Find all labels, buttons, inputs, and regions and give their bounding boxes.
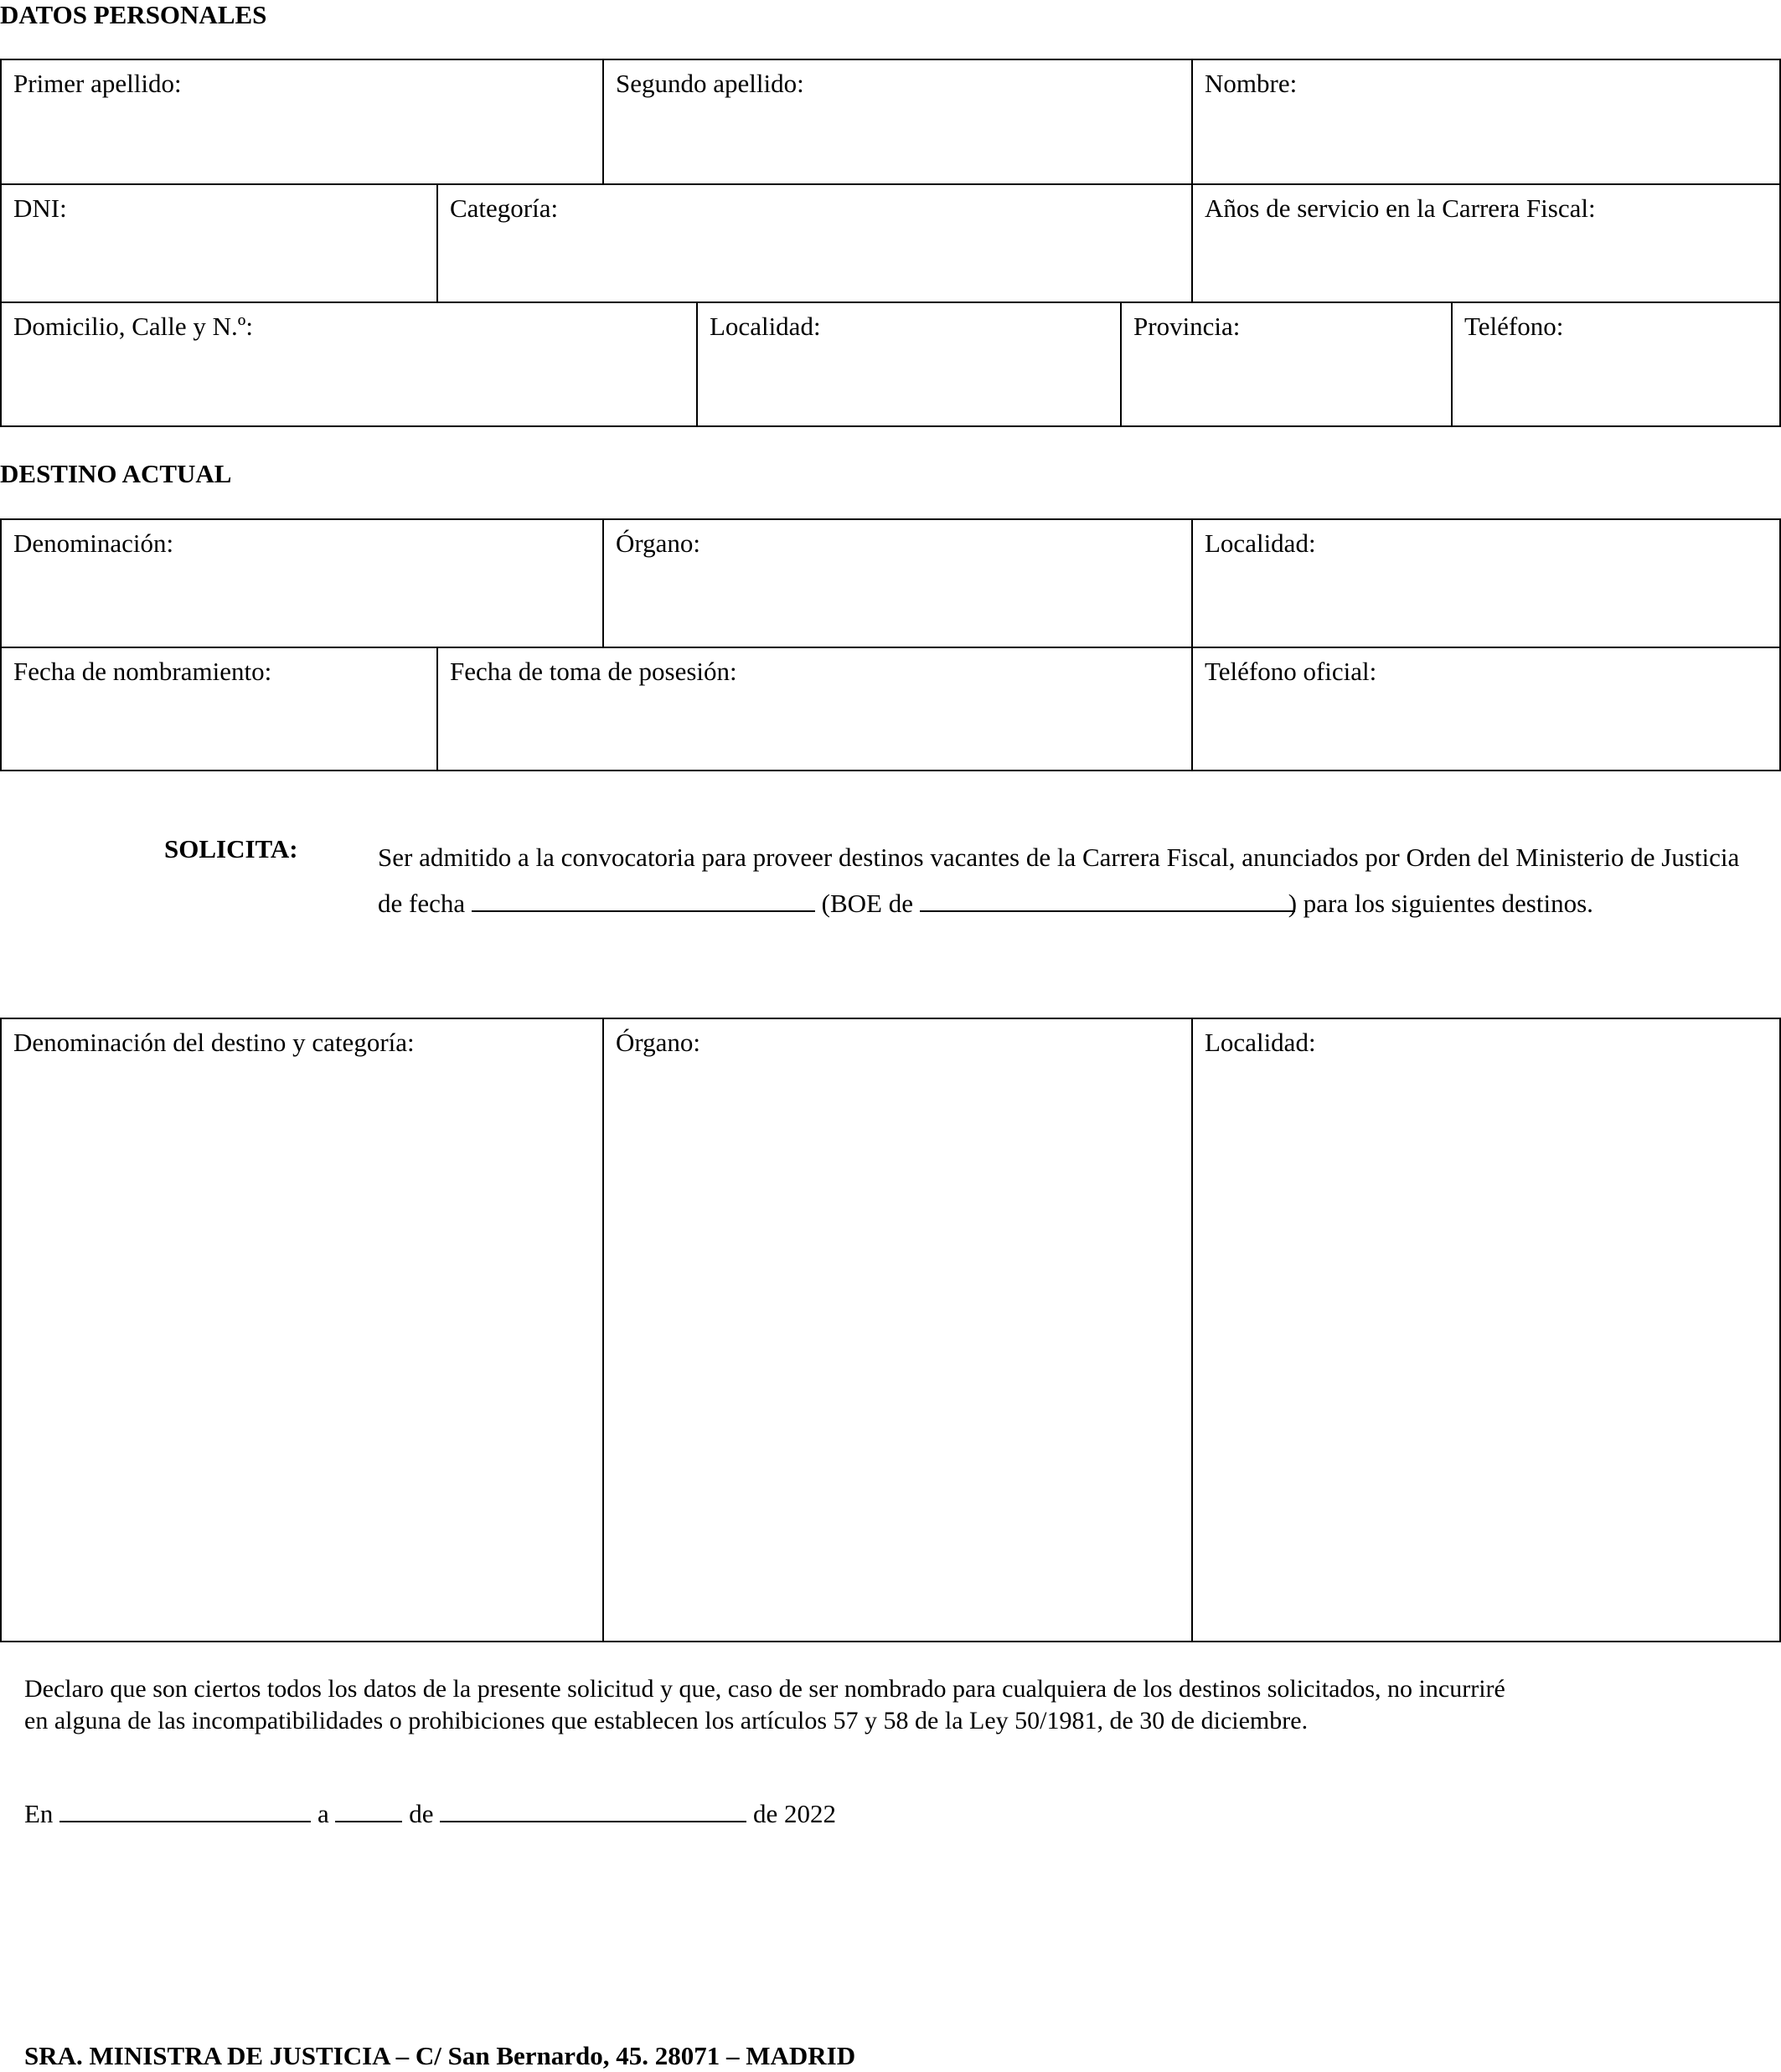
field-localidad-destino[interactable] [1191,518,1781,648]
declaration-line-2: en alguna de las incompatibilidades o prohibiciones que establecen los artículos 57 y 58 de la Ley 50/1981, de 30 de diciembre. [24,1707,1309,1734]
solicita-text [378,834,1768,926]
label-fecha-nombramiento: Fecha de nombramiento: [13,657,272,686]
field-fecha-toma-posesion[interactable] [436,647,1193,771]
field-categoria[interactable] [436,183,1193,303]
label-provincia: Provincia: [1133,312,1241,341]
field-provincia[interactable] [1120,302,1453,427]
field-localidad-solicitada[interactable] [1191,1018,1781,1642]
label-nombre: Nombre: [1205,69,1298,98]
label-denominacion: Denominación: [13,528,174,558]
label-organo: Órgano: [616,528,701,558]
footer-address: SRA. MINISTRA DE JUSTICIA – C/ San Bernardo, 45. 28071 – MADRID [24,2041,856,2070]
fecha-orden-blank[interactable] [472,885,815,912]
declaration-text [24,1673,1767,1737]
declaration-line-1: Declaro que son ciertos todos los datos de la presente solicitud y que, caso de ser nombrado para cualquiera de los destinos solicitados, no incurriré [24,1675,1505,1703]
field-telefono-oficial[interactable] [1191,647,1781,771]
label-localidad-solicitada: Localidad: [1205,1028,1316,1057]
field-denominacion-destino-categoria[interactable] [0,1018,604,1642]
section-title-personal-data: DATOS PERSONALES [0,0,267,29]
label-categoria: Categoría: [450,193,559,223]
field-organo[interactable] [602,518,1193,648]
field-dni[interactable] [0,183,438,303]
date-a-label: a [317,1799,329,1828]
day-blank[interactable] [335,1796,402,1822]
label-primer-apellido: Primer apellido: [13,69,182,98]
solicita-text-part2: (BOE de [821,889,913,918]
date-de-label: de [409,1799,434,1828]
label-domicilio: Domicilio, Calle y N.º: [13,312,253,341]
field-anos-servicio[interactable] [1191,183,1781,303]
section-title-current-post: DESTINO ACTUAL [0,459,232,488]
label-telefono: Teléfono: [1464,312,1564,341]
field-denominacion[interactable] [0,518,604,648]
solicita-text-part3: ) para los siguientes destinos. [1288,889,1593,918]
field-telefono[interactable] [1451,302,1781,427]
label-localidad: Localidad: [710,312,821,341]
field-localidad[interactable] [696,302,1122,427]
label-telefono-oficial: Teléfono oficial: [1205,657,1377,686]
field-nombre[interactable] [1191,59,1781,185]
label-segundo-apellido: Segundo apellido: [616,69,804,98]
label-denominacion-destino-categoria: Denominación del destino y categoría: [13,1028,415,1057]
field-primer-apellido[interactable] [0,59,604,185]
label-dni: DNI: [13,193,67,223]
field-segundo-apellido[interactable] [602,59,1193,185]
solicita-text-part1: Ser admitido a la convocatoria para proveer destinos vacantes de la Carrera Fiscal, anunciados por Orden del Ministerio de Justicia de fecha [378,843,1740,918]
field-domicilio[interactable] [0,302,698,427]
date-line [24,1796,836,1829]
place-blank[interactable] [59,1796,311,1822]
label-anos-servicio: Años de servicio en la Carrera Fiscal: [1205,193,1596,223]
field-fecha-nombramiento[interactable] [0,647,438,771]
date-year-label: de 2022 [752,1799,836,1828]
label-fecha-toma-posesion: Fecha de toma de posesión: [450,657,737,686]
label-localidad-destino: Localidad: [1205,528,1316,558]
boe-fecha-blank[interactable] [920,885,1295,912]
month-blank[interactable] [440,1796,746,1822]
solicita-label: SOLICITA: [164,834,298,863]
label-organo-solicitado: Órgano: [616,1028,701,1057]
field-organo-solicitado[interactable] [602,1018,1193,1642]
date-en-label: En [24,1799,54,1828]
